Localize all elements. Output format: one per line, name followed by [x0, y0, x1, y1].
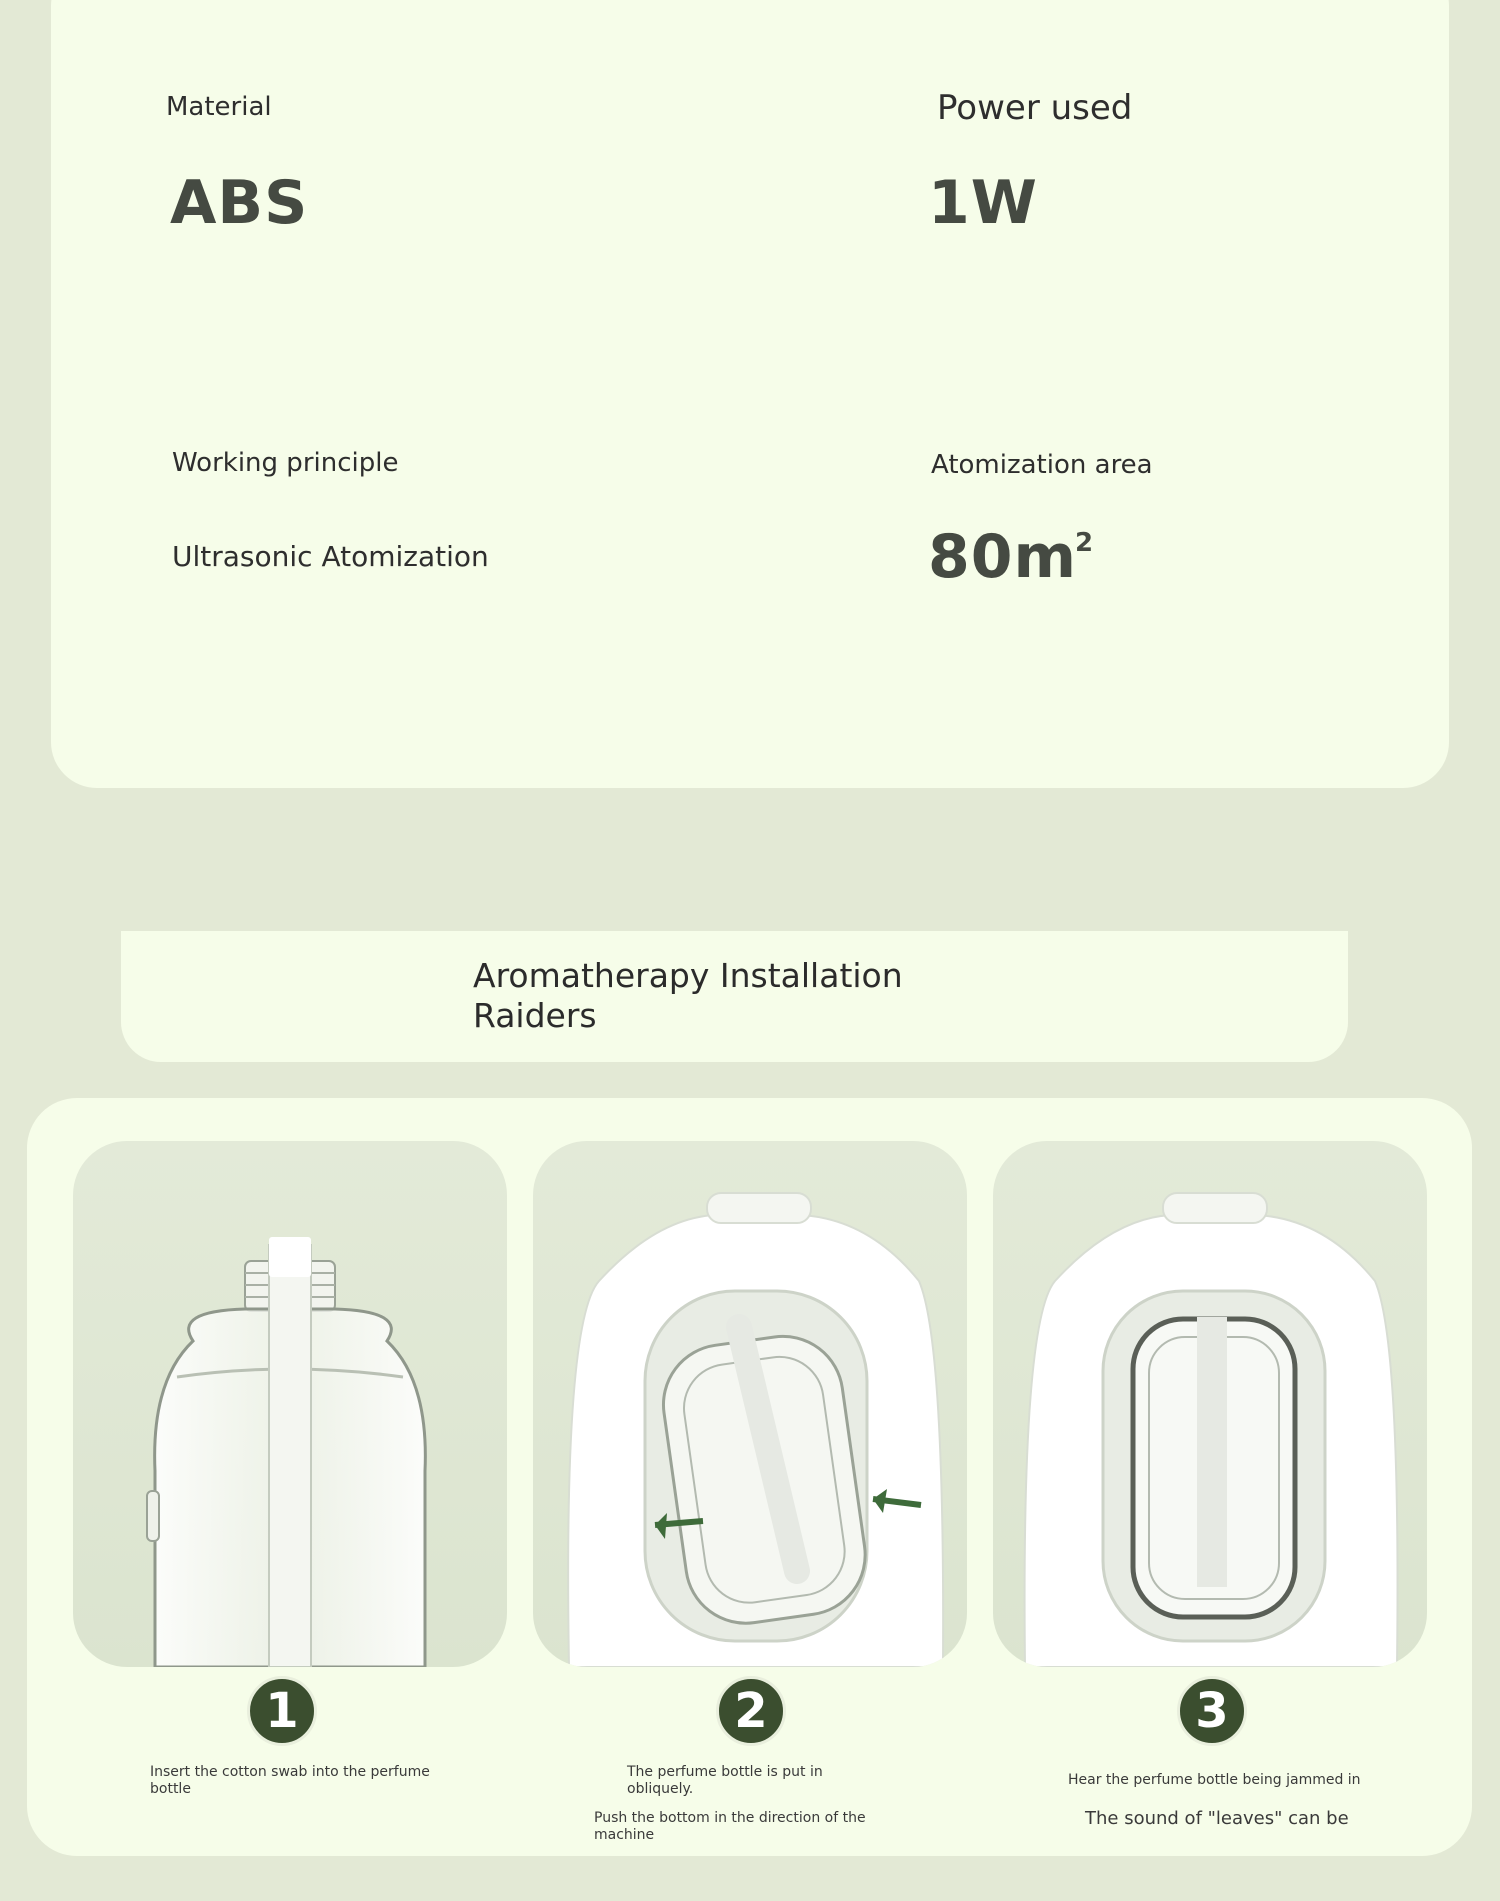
area-label: Atomization area	[931, 450, 1153, 480]
step-2-caption: The perfume bottle is put in obliquely.	[627, 1764, 823, 1797]
step-3-caption: Hear the perfume bottle being jammed in	[1068, 1772, 1361, 1788]
step-1-number-badge: 1	[247, 1676, 317, 1746]
area-value	[928, 522, 1094, 592]
step-2-image	[533, 1141, 967, 1667]
area-unit-superscript: 2	[1075, 528, 1095, 558]
diffuser-insert-illustration	[533, 1141, 967, 1667]
step-1-image	[73, 1141, 507, 1667]
principle-value: Ultrasonic Atomization	[172, 540, 489, 573]
material-label: Material	[166, 92, 272, 122]
diffuser-installed-illustration	[993, 1141, 1427, 1667]
step-3-image	[993, 1141, 1427, 1667]
area-number: 80m	[928, 522, 1078, 592]
step-3-number-badge: 3	[1177, 1676, 1247, 1746]
installation-title: Aromatherapy Installation Raiders	[473, 956, 903, 1035]
perfume-bottle-illustration	[73, 1141, 507, 1667]
step-2-number-badge: 2	[716, 1676, 786, 1746]
power-value: 1W	[928, 168, 1038, 238]
material-value: ABS	[170, 168, 309, 238]
step-2-caption-extra: Push the bottom in the direction of the machine	[594, 1810, 866, 1843]
step-3-caption-extra: The sound of "leaves" can be	[1085, 1808, 1349, 1829]
power-label: Power used	[937, 88, 1133, 128]
step-1-caption: Insert the cotton swab into the perfume bottle	[150, 1764, 430, 1797]
principle-label: Working principle	[172, 448, 399, 478]
